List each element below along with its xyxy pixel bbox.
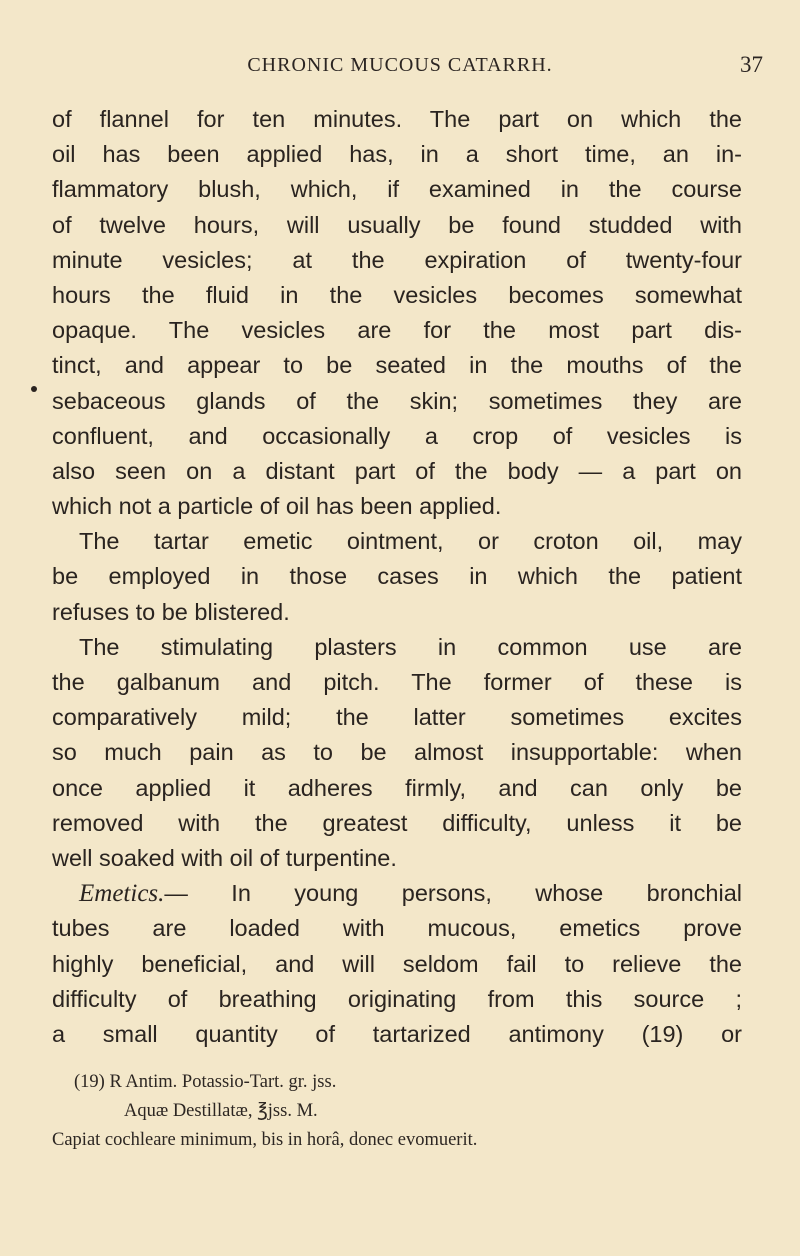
text-line: once applied it adheres firmly, and can only be: [52, 774, 742, 801]
text-line: confluent, and occasionally a crop of vesicles is: [52, 422, 742, 449]
text-line: opaque. The vesicles are for the most part dis-: [52, 317, 742, 344]
text-line: The stimulating plasters in common use are: [79, 633, 742, 660]
text-line: of flannel for ten minutes. The part on which the: [52, 106, 742, 132]
footnote-line: Capiat cochleare minimum, bis in horâ, donec evomuerit.: [52, 1130, 478, 1150]
text-line: tubes are loaded with mucous, emetics prove: [52, 915, 742, 942]
text-line: highly beneficial, and will seldom fail to relieve the: [52, 950, 742, 977]
text-line: flammatory blush, which, if examined in the course: [52, 176, 742, 203]
footnote-line: Aquæ Destillatæ, ℥jss. M.: [124, 1101, 318, 1121]
body-text: [52, 102, 742, 1052]
text-line: which not a particle of oil has been applied.: [52, 493, 502, 520]
text-line: The tartar emetic ointment, or croton oil, may: [79, 528, 742, 555]
page-number: 37: [740, 52, 763, 77]
text-line: so much pain as to be almost insupportable: when: [52, 739, 742, 766]
text-line: tinct, and appear to be seated in the mouths of the: [52, 352, 742, 379]
running-title: CHRONIC MUCOUS CATARRH.: [247, 54, 553, 76]
text-line-emetics: [52, 876, 742, 911]
text-line: a small quantity of tartarized antimony (19) or: [52, 1020, 742, 1047]
footnote-line: (19) R Antim. Potassio-Tart. gr. jss.: [74, 1072, 337, 1092]
text-line: refuses to be blistered.: [52, 598, 290, 625]
text-line: also seen on a distant part of the body — a part on: [52, 457, 742, 484]
text-line: difficulty of breathing originating from this source ;: [52, 985, 742, 1012]
page-header: [0, 54, 800, 88]
text-line: of twelve hours, will usually be found studded with: [52, 211, 742, 238]
text-line: be employed in those cases in which the patient: [52, 563, 742, 590]
text-line: sebaceous glands of the skin; sometimes they are: [52, 387, 742, 414]
emetics-heading: Emetics.: [79, 880, 165, 908]
emetics-text: — In young persons, whose bronchial: [164, 880, 742, 907]
text-line: hours the fluid in the vesicles becomes somewhat: [52, 281, 742, 308]
text-line: oil has been applied has, in a short time, an in-: [52, 141, 742, 168]
footnote: [52, 1068, 742, 1155]
text-line: well soaked with oil of turpentine.: [52, 844, 397, 871]
text-line: removed with the greatest difficulty, unless it be: [52, 809, 742, 836]
text-line: comparatively mild; the latter sometimes excites: [52, 704, 742, 731]
text-line: the galbanum and pitch. The former of these is: [52, 669, 742, 695]
text-line: minute vesicles; at the expiration of twenty-four: [52, 246, 742, 273]
margin-dot: [31, 386, 37, 392]
